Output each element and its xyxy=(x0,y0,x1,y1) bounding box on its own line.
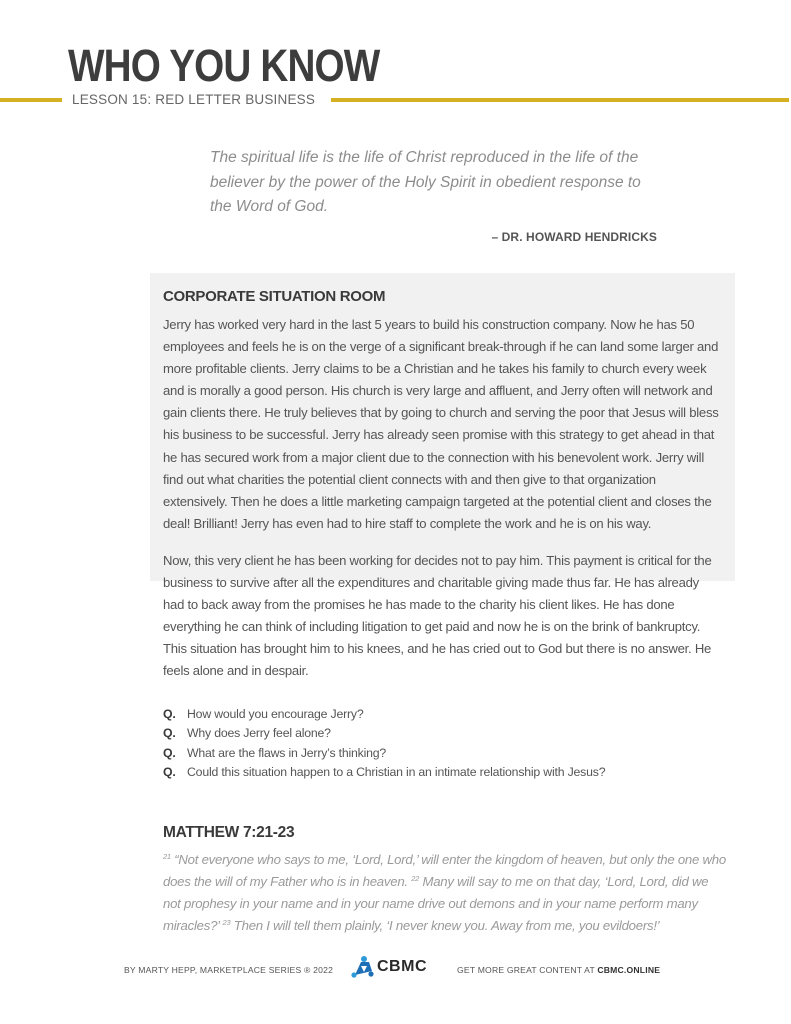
verse-number: 21 xyxy=(163,852,171,861)
verse-number: 22 xyxy=(411,874,420,884)
question-text: What are the flaws in Jerry’s thinking? xyxy=(187,745,387,760)
lesson-subtitle: LESSON 15: RED LETTER BUSINESS xyxy=(72,92,316,107)
lesson-title: WHO YOU KNOW xyxy=(68,40,380,91)
cbmc-logo xyxy=(350,955,427,979)
logo-wordmark: CBMC xyxy=(377,958,427,975)
accent-rule-right xyxy=(331,98,789,102)
situation-paragraph: Jerry has worked very hard in the last 5 years to build his construction company. Now he has 50 employees and feels he is on the verge of a significant break-through if he can land some larger and more profitable clients. Jerry claims to be a Christian and he takes his family to church every week and is morally a good person. His church is very large and affluent, and Jerry often will network and gain clients there. He truly believes that by going to church and serving the poor that Jesus will bless his business to be successful. Jerry has already seen promise with this strategy to get ahead in that he has secured work from a major client due to the connection with his benevolent work. Jerry will find out what charities the potential client connects with and then give to that organization extensively. Then he does a little marketing campaign targeted at the potential client and closes the deal! Brilliant! Jerry has even had to hire staff to complete the work and he is on his way. xyxy=(163,317,719,531)
footer-cta xyxy=(457,965,660,975)
question-item xyxy=(163,705,605,724)
question-marker: Q. xyxy=(163,726,176,741)
question-text: Why does Jerry feel alone? xyxy=(187,726,331,741)
question-marker: Q. xyxy=(163,764,176,779)
question-marker: Q. xyxy=(163,745,176,760)
scripture-heading: MATTHEW 7:21-23 xyxy=(163,824,295,841)
accent-rule-left xyxy=(0,98,62,102)
situation-paragraph: Now, this very client he has been working for decides not to pay him. This payment is critical for the business to survive after all the expenditures and charitable giving made thus far. He has already had to back away from the promises he has made to the charity his client likes. He has done everything he can think of including litigation to get paid and now he is on the brink of bankruptcy. This situation has brought him to his knees, and he has cried out to God but there is no answer. He feels alone and in despair. xyxy=(163,553,712,679)
quote-attribution: – DR. HOWARD HENDRICKS xyxy=(491,230,657,244)
question-item xyxy=(163,744,605,763)
footer-credit: BY MARTY HEPP, MARKETPLACE SERIES ® 2022 xyxy=(124,965,334,975)
question-marker: Q. xyxy=(163,707,176,721)
footer-cta-text: GET MORE GREAT CONTENT AT xyxy=(457,965,598,975)
scripture-passage xyxy=(163,849,728,937)
verse-text: Then I will tell them plainly, ‘I never knew you. Away from me, you evildoers!’ xyxy=(230,918,660,934)
footer-website-link[interactable]: CBMC.ONLINE xyxy=(597,965,661,975)
question-item xyxy=(163,763,605,782)
verse-text: “Not everyone who says to me, ‘Lord, Lord,’ will enter the kingdom of heaven, but only the one who does the will of my Father who is in heaven. xyxy=(163,852,726,890)
situation-heading: CORPORATE SITUATION ROOM xyxy=(163,288,386,305)
question-item xyxy=(163,724,605,743)
question-text: How would you encourage Jerry? xyxy=(187,707,364,721)
epigraph-quote: The spiritual life is the life of Christ reproduced in the life of the believer by the power of the Holy Spirit in obedient response to the Word of God. xyxy=(210,149,641,215)
question-text: Could this situation happen to a Christian in an intimate relationship with Jesus? xyxy=(187,764,606,779)
verse-number: 23 xyxy=(222,918,231,928)
verse-text: Many will say to me on that day, ‘Lord, Lord, did we not prophesy in your name and in your name drive out demons and in your name perform many miracles?’ xyxy=(163,874,709,934)
cbmc-logo-icon xyxy=(350,955,374,979)
discussion-questions xyxy=(163,705,605,782)
